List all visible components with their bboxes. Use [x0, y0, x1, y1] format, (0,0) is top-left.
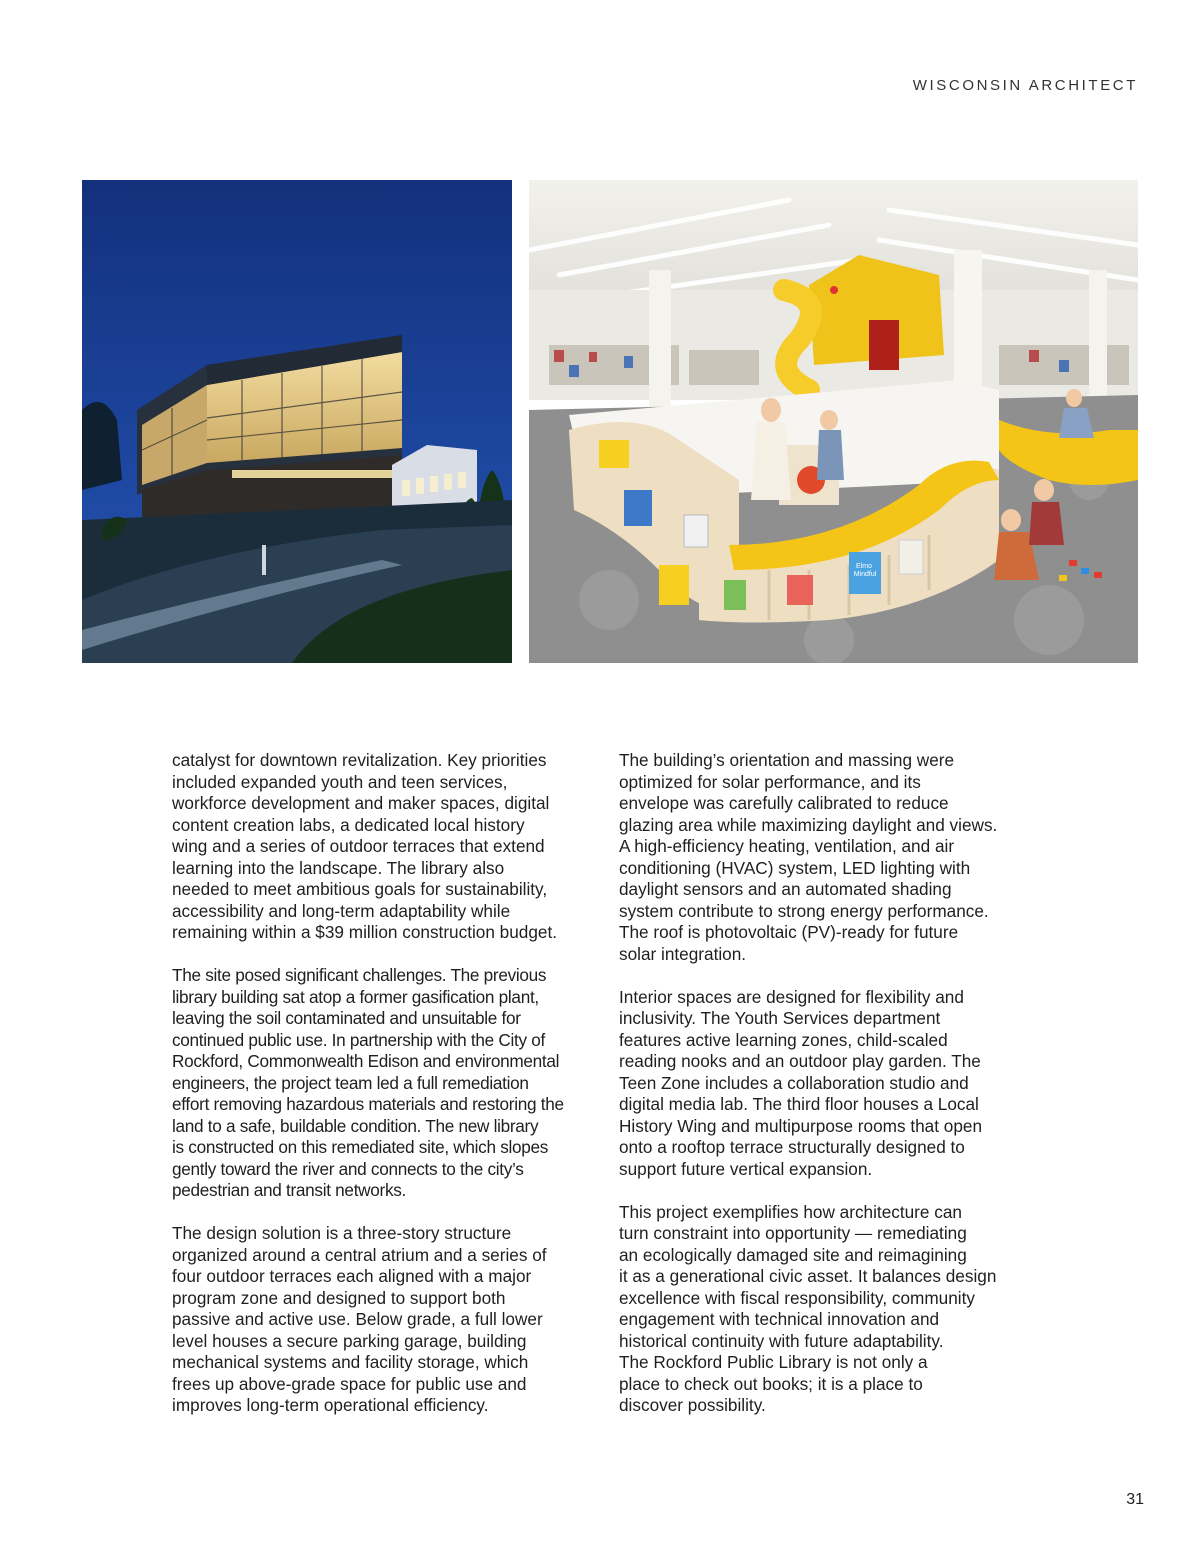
body-paragraph: catalyst for downtown revitalization. Key priorities included expanded youth and teen services, workforce development and maker spaces, digital content creation labs, a dedicated local history wing and a series of outdoor terraces that extend learning into the landscape. The library also needed to meet ambitious goals for sustainability, accessibility and long-term adaptability while remaining within a $39 million construction budget.	[172, 750, 558, 942]
body-paragraph: The design solution is a three-story structure organized around a central atrium and a series of four outdoor terraces each aligned with a major program zone and designed to support both passive and active use. Below grade, a full lower level houses a secure parking garage, building mechanical systems and facility storage, which frees up above-grade space for public use and improves long-term operational efficiency.	[172, 1223, 547, 1415]
body-paragraph: The site posed significant challenges. The previous library building sat atop a former gasification plant, leaving the soil contaminated and unsuitable for continued public use. In partnership with the City of Rockford, Commonwealth Edison and environmental engineers, the project team led a full remediation effort removing hazardous materials and restoring the land to a safe, buildable condition. The new library is constructed on this remediated site, which slopes gently toward the river and connects to the city’s pedestrian and transit networks.	[172, 965, 564, 1200]
children-library-illustration	[529, 180, 1138, 663]
exterior-night-photo	[82, 180, 512, 663]
body-paragraph: The building’s orientation and massing were optimized for solar performance, and its envelope was carefully calibrated to reduce glazing area while maximizing daylight and views. A high-efficiency heating, ventilation, and air conditioning (HVAC) system, LED lighting with daylight sensors and an automated shading system contribute to strong energy performance. The roof is photovoltaic (PV)-ready for future solar integration.	[619, 750, 998, 964]
children-library-interior-photo	[529, 180, 1138, 663]
publication-running-head: WISCONSIN ARCHITECT	[912, 77, 1138, 94]
exterior-night-illustration	[82, 180, 512, 663]
article-column-right	[619, 750, 1055, 1438]
page-number: 31	[1126, 1491, 1144, 1508]
body-paragraph: This project exemplifies how architecture can turn constraint into opportunity — remediating an ecologically damaged site and reimagining it as a generational civic asset. It balances design excellence with fiscal responsibility, community engagement with technical innovation and historical continuity with future adaptability. The Rockford Public Library is not only a place to check out books; it is a place to discover possibility.	[619, 1201, 997, 1415]
body-paragraph: Interior spaces are designed for flexibility and inclusivity. The Youth Services department features active learning zones, child-scaled reading nooks and an outdoor play garden. The Teen Zone includes a collaboration studio and digital media lab. The third floor houses a Local History Wing and multipurpose rooms that open onto a rooftop terrace structurally designed to support future vertical expansion.	[619, 986, 983, 1179]
book-title-text: Elmo Mindful	[853, 563, 877, 578]
article-column-left	[172, 750, 604, 1438]
